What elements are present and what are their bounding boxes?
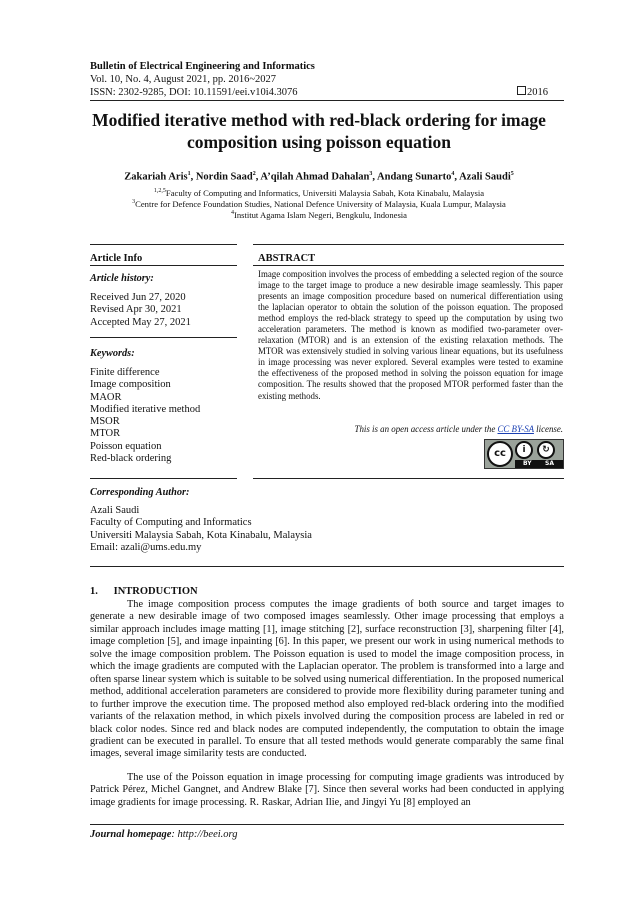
corresponding-heading: Corresponding Author: bbox=[90, 487, 190, 498]
keywords-heading: Keywords: bbox=[90, 348, 135, 359]
history-heading: Article history: bbox=[90, 273, 154, 284]
journal-volume: Vol. 10, No. 4, August 2021, pp. 2016~2027 bbox=[90, 74, 277, 85]
affiliation: $^4$Institut Agama Islam Negeri, Bengkulu, Indonesia bbox=[230, 209, 408, 220]
page-number: 2016 bbox=[517, 86, 548, 98]
intro-paragraph: The image composition process computes the image gradients of both source and target images to generate a new desirable image of two composed images seamlessly. Other image processing that employs a similar approach includes image matting [1], image stitching [2], surface reconstruction [3], sharpening filter [4], image completion [5], and image inpainting [6]. In this paper, we present our work in using numerical methods to solve the image composition problem. The Poisson equation is used to model the image composition process, in which the image gradients are computed with the Laplacian operator. The problem is transformed into a large and often sparse linear system which is suitable to be solved using numerical differentiation. In the proposed numerical method, additional acceleration parameters are considered to provide more flexibility during parameter tuning and to further improve the execution time. The proposed method also employed red-black ordering into the modified variants of the relaxation method, in which pixels involved during the composition process are labeled in red or black color nodes. Since red and black nodes are computed independently, the computation to obtain the image gradient can be executed in parallel. To ensure that all tested methods would generate comparably the same final images, several image similarity tests are conducted. bbox=[90, 599, 564, 760]
abstract-text: Image composition involves the process of embedding a selected region of the source image to the target image to produce a new desirable image seamlessly. This paper presents an image composition procedure based on numerical differentiation using the laplacian operator to obtain the solution of the poisson equation. The proposed method employs the red-black strategy to speed up the computation by using two acceleration parameters. The method is known as modified two-parameter over-relaxation (MTOR) and is an extension of the existing relaxation methods. The MTOR was extensively studied in solving various linear equations, but its usefulness in image processing was never explored. Several examples were tested to examine the effectiveness of the proposed method in solving the poisson equation for image composition. The results showed that the proposed MTOR performed faster than the existing methods. bbox=[258, 269, 563, 401]
header-rule bbox=[90, 100, 564, 101]
footer-rule bbox=[90, 824, 564, 825]
abstract-rule bbox=[253, 265, 564, 266]
license-note: This is an open access article under the CC BY-SA license. bbox=[354, 424, 563, 434]
paper-title: Modified iterative method with red-black ordering for image composition using poisson equation bbox=[92, 110, 546, 152]
cc-icon: cc bbox=[487, 441, 513, 467]
divider bbox=[90, 337, 237, 338]
homepage-link[interactable]: : http://beei.org bbox=[171, 829, 238, 840]
abstract-rule-top bbox=[253, 244, 564, 245]
keywords-list bbox=[90, 367, 200, 465]
list-item: Image composition bbox=[90, 379, 171, 391]
list-item: Revised Apr 30, 2021 bbox=[90, 304, 182, 316]
article-info-rule bbox=[90, 265, 237, 266]
author: Zakariah Aris bbox=[124, 171, 188, 183]
author-list: Zakariah Aris$^1$, Nordin Saad$^2$, A’qilah Ahmad Dahalan$^3$, Andang Sunarto$^4$, Azali Saudi$^5$ bbox=[124, 171, 514, 183]
list-item: Modified iterative method bbox=[90, 403, 201, 415]
author: Andang Sunarto bbox=[377, 171, 452, 183]
share-alike-icon: ↻ bbox=[537, 441, 555, 459]
list-item: Finite difference bbox=[90, 367, 160, 378]
abstract-heading: ABSTRACT bbox=[258, 253, 316, 264]
divider bbox=[253, 478, 564, 479]
journal-issn: ISSN: 2302-9285, DOI: 10.11591/eei.v10i4.3076 bbox=[90, 87, 298, 98]
license-link[interactable]: CC BY-SA bbox=[497, 424, 534, 434]
list-item: Received Jun 27, 2020 bbox=[90, 292, 186, 303]
article-info-heading: Article Info bbox=[90, 253, 143, 264]
affiliation: $^3$Centre for Defence Foundation Studies, National Defence University of Malaysia, Kuala Lumpur, Malaysia bbox=[132, 198, 506, 209]
affiliation: $^{1,2,5}$Faculty of Computing and Informatics, Universiti Malaysia Sabah, Kota Kinabalu, Malaysia bbox=[153, 187, 485, 198]
square-icon bbox=[517, 86, 526, 95]
list-item: MSOR bbox=[90, 416, 120, 428]
intro-paragraph: The use of the Poisson equation in image processing for computing image gradients was introduced by Patrick Pérez, Michel Gangnet, and Andrew Blake [7]. Since then several works had been conducted in applying image gradients for image processing. R. Raskar, Adrian Ilie, and Jingyi Yu [8] employed an bbox=[90, 772, 564, 808]
list-item: Poisson equation bbox=[90, 440, 162, 452]
divider bbox=[90, 566, 564, 567]
list-item: Red-black ordering bbox=[90, 453, 172, 465]
cc-labels: BY SA bbox=[515, 460, 563, 468]
corresponding-details: Azali Saudi Faculty of Computing and Informatics Universiti Malaysia Sabah, Kota Kinabalu, Malaysia Email: azali@ums.edu.my bbox=[90, 505, 312, 553]
list-item: MTOR bbox=[90, 428, 121, 440]
list-item: MAOR bbox=[90, 391, 122, 403]
journal-name: Bulletin of Electrical Engineering and Informatics bbox=[90, 61, 315, 72]
author: Azali Saudi bbox=[459, 171, 511, 183]
journal-homepage: Journal homepage: http://beei.org bbox=[90, 829, 238, 840]
list-item: Accepted May 27, 2021 bbox=[90, 316, 191, 328]
history-list bbox=[90, 292, 191, 329]
divider bbox=[90, 478, 237, 479]
cc-by-sa-badge[interactable] bbox=[484, 439, 564, 469]
author: A’qilah Ahmad Dahalan bbox=[260, 171, 370, 183]
section-heading: 1. INTRODUCTION bbox=[90, 586, 198, 597]
article-info-rule-top bbox=[90, 244, 237, 245]
person-icon: i bbox=[515, 441, 533, 459]
author: Nordin Saad bbox=[195, 171, 253, 183]
